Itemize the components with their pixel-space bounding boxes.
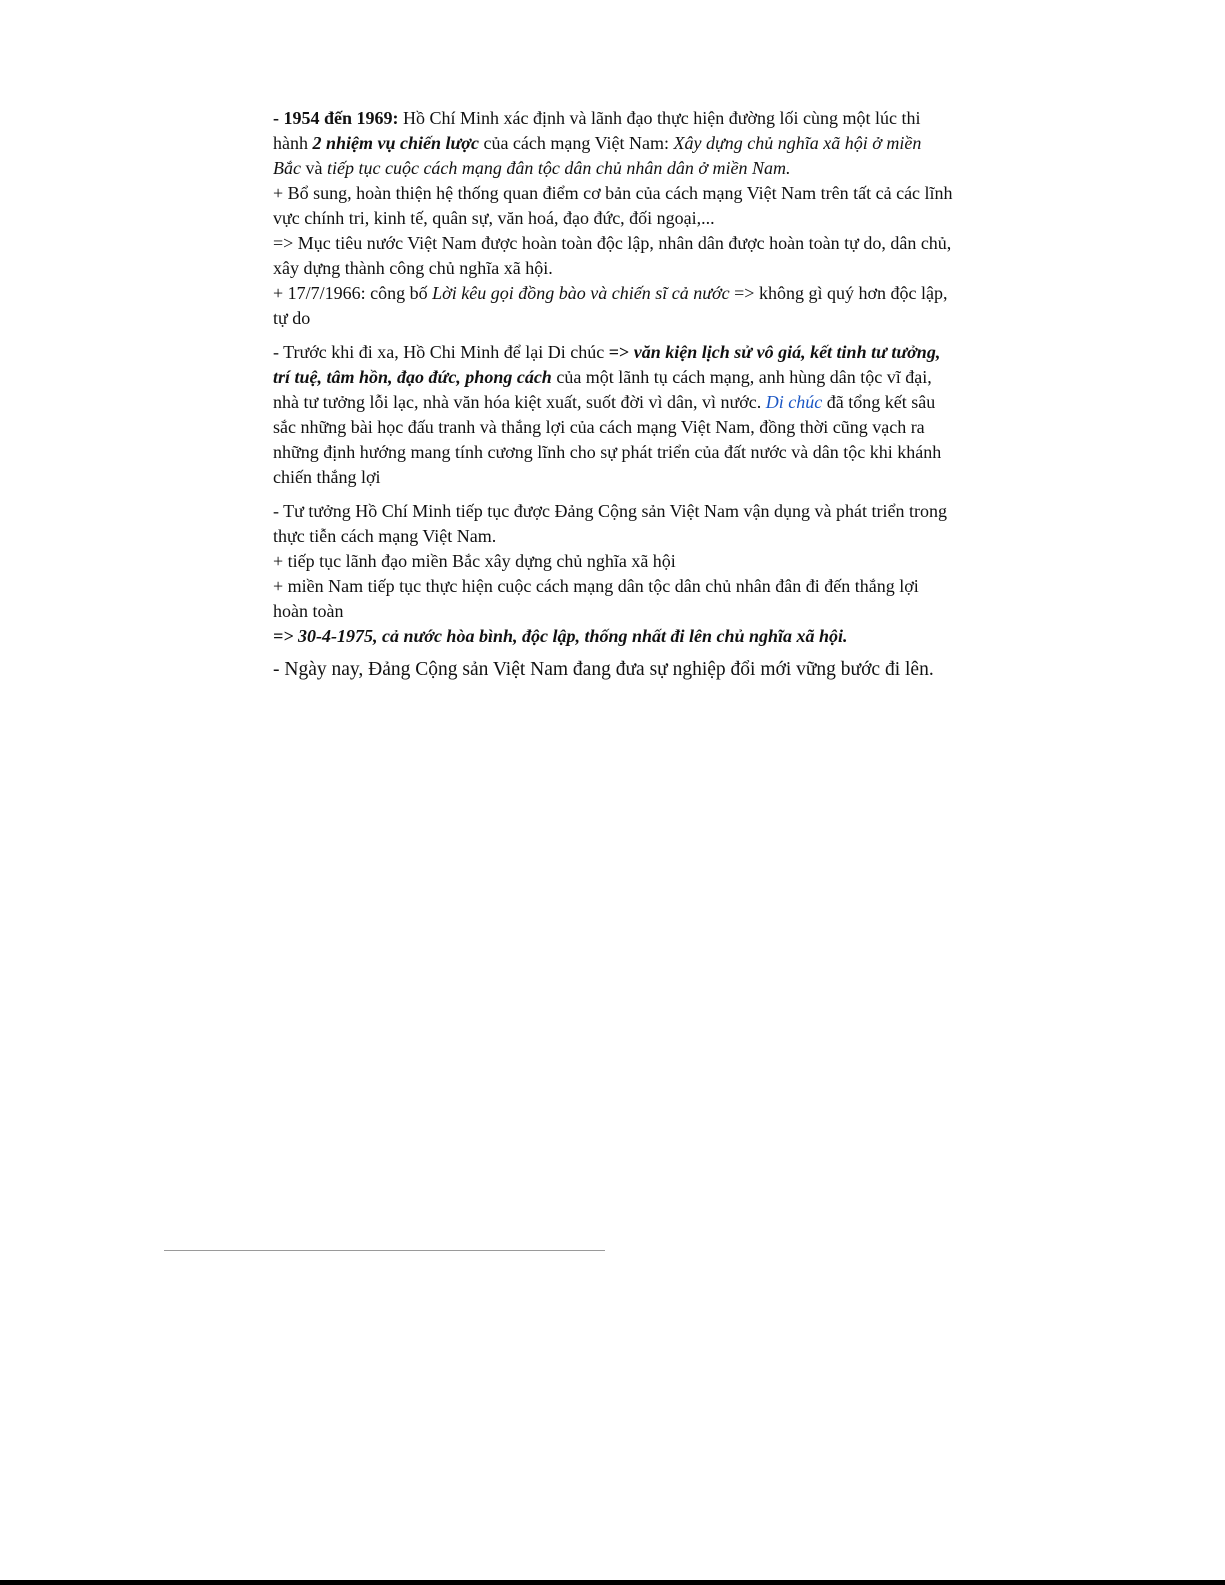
paragraph-continuation: - Tư tưởng Hồ Chí Minh tiếp tục được Đảng Cộng sản Việt Nam vận dụng và phát triển trong thực tiễn cách mạng Việt Nam. [273, 501, 947, 546]
task-north-text: Xây dựng chủ nghĩa xã hội ở miền Bắc [273, 133, 922, 178]
paragraph-testament [273, 340, 953, 490]
strategic-tasks-emphasis: 2 nhiệm vụ chiến lược [312, 133, 479, 153]
appeal-title: Lời kêu gọi đồng bào và chiến sĩ cả nước [432, 283, 730, 303]
di-chuc-link[interactable]: Di chúc [765, 392, 823, 412]
testament-emphasis: văn kiện lịch sử vô giá, kết tinh tư tưởng, trí tuệ, tâm hồn, đạo đức, phong cách [273, 342, 941, 387]
task-and-text: và [300, 158, 327, 178]
footnote-separator [164, 1250, 605, 1251]
result-line: => 30-4-1975, cả nước hòa bình, độc lập, thống nhất đi lên chủ nghĩa xã hội. [273, 626, 848, 646]
paragraph-today: - Ngày nay, Đảng Cộng sản Việt Nam đang đưa sự nghiệp đổi mới vững bước đi lên. [273, 659, 934, 680]
testament-tail: đã tổng kết sâu sắc những bài học đấu tranh và thắng lợi của cách mạng Việt Nam, đồng thời cũng vạch ra những định hướng mang tính cương lĩnh cho sự phát triển của đất nước và dân tộc khi khánh chiến thắng lợi [273, 392, 942, 487]
south-line: + miền Nam tiếp tục thực hiện cuộc cách mạng dân tộc dân chủ nhân đân đi đến thắng lợi hoàn toàn [273, 576, 919, 621]
testament-lead: - Trước khi đi xa, Hồ Chi Minh để lại Di chúc [273, 342, 609, 362]
testament-body: của một lãnh tụ cách mạng, anh hùng dân tộc vĩ đại, nhà tư tưởng lỗi lạc, nhà văn hóa kiệt xuất, suốt đời vì dân, vì nước. [273, 367, 932, 412]
task-south-text: tiếp tục cuộc cách mạng đân tộc dân chủ nhân dân ở miền Nam. [326, 158, 791, 178]
period-heading: - 1954 đến 1969: [273, 108, 399, 128]
supplement-line: + Bổ sung, hoàn thiện hệ thống quan điểm cơ bản của cách mạng Việt Nam trên tất cả các lĩnh vực chính tri, kinh tế, quân sự, văn hoá, đạo đức, đối ngoại,... [273, 183, 953, 228]
task-mid-text: của cách mạng Việt Nam: [478, 133, 674, 153]
appeal-suffix: => không gì quý hơn độc lập, tự do [273, 283, 948, 328]
appeal-line [273, 281, 953, 331]
testament-arrow: => [608, 342, 634, 362]
goal-line: => Mục tiêu nước Việt Nam được hoàn toàn độc lập, nhân dân được hoàn toàn tự do, dân chủ, xây dựng thành công chủ nghĩa xã hội. [273, 233, 952, 278]
paragraph-1954-1969 [273, 106, 953, 181]
bottom-edge-bar [0, 1580, 1225, 1585]
document-body [273, 106, 953, 683]
north-line: + tiếp tục lãnh đạo miền Bắc xây dựng chủ nghĩa xã hội [273, 551, 676, 571]
intro-text: Hồ Chí Minh xác định và lãnh đạo thực hiện đường lối cùng một lúc thi hành [273, 108, 921, 153]
appeal-prefix: + 17/7/1966: công bố [273, 283, 433, 303]
